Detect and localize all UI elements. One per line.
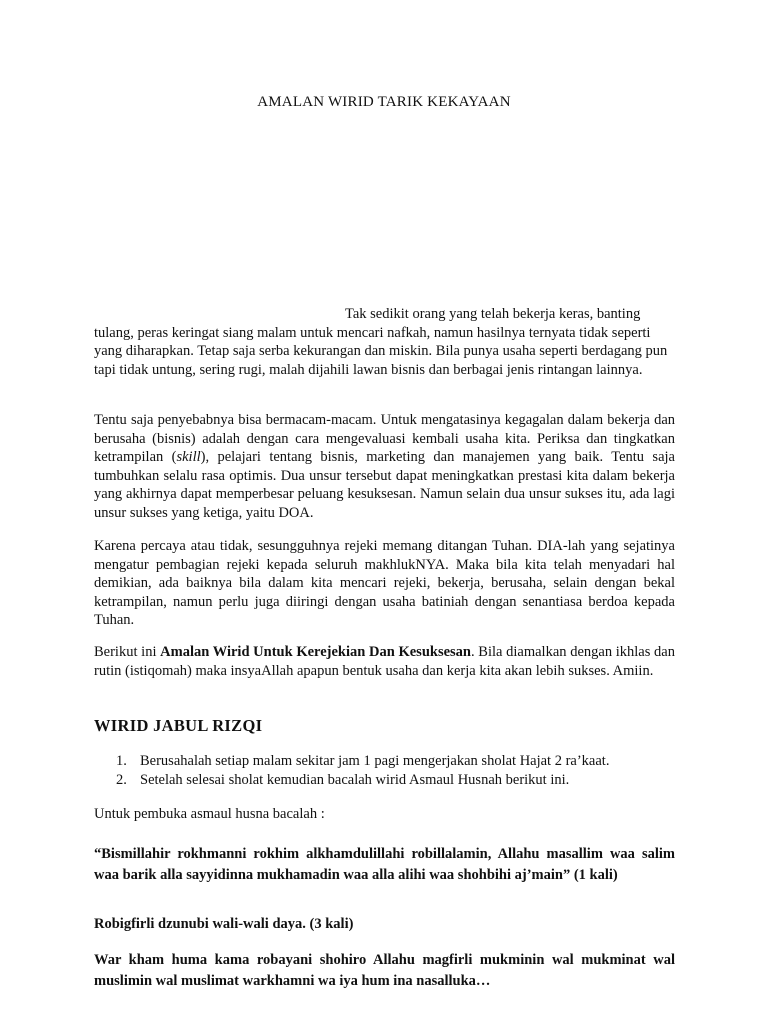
paragraph-4: [94, 643, 675, 680]
document-title: AMALAN WIRID TARIK KEKAYAAN: [257, 94, 511, 110]
paragraph-4-bold: Amalan Wirid Untuk Kerejekian Dan Kesuksesan: [160, 644, 471, 660]
paragraph-2-italic: skill: [176, 449, 201, 466]
steps-list: [94, 752, 675, 789]
paragraph-1-first-line: Tak sedikit orang yang telah bekerja keras, banting: [345, 306, 641, 322]
prayer-text-1: “Bismillahir rokhmanni rokhim alkhamdulillahi robillalamin, Allahu masallim waa salim waa barik alla sayyidinna mukhamadin waa alla alihi waa shohbihi aj’main” (1 kali): [94, 846, 675, 883]
section-heading: WIRID JABUL RIZQI: [94, 716, 263, 735]
list-item: [94, 771, 675, 790]
paragraph-4-text-a: Berikut ini: [94, 644, 161, 660]
paragraph-2: [94, 411, 675, 523]
list-item-text: Setelah selesai sholat kemudian bacalah wirid Asmaul Husnah berikut ini.: [140, 771, 570, 788]
list-item-text: Berusahalah setiap malam sekitar jam 1 pagi mengerjakan sholat Hajat 2 ra’kaat.: [140, 753, 610, 769]
list-item: [94, 752, 675, 771]
paragraph-4-text-b: . Bila diamalkan dengan ikhlas dan rutin (istiqomah) maka insyaAllah apapun bentuk usaha dan kerja kita akan lebih sukses. Amiin.: [94, 644, 675, 679]
paragraph-2-text-a: Tentu saja penyebabnya bisa bermacam-macam. Untuk mengatasinya kegagalan dalam bekerja dan berusaha (bisnis) adalah dengan cara mengevaluasi kembali usaha kita. Periksa dan tingkatkan ketrampilan (: [94, 412, 675, 466]
intro-line: Untuk pembuka asmaul husna bacalah :: [94, 806, 325, 822]
list-item-number: 1.: [116, 753, 127, 769]
prayer-text-3: War kham huma kama robayani shohiro Allahu magfirli mukminin wal mukminat wal muslimin wal muslimat warkhamni wa iya hum ina nasalluka…: [94, 952, 675, 989]
paragraph-3: Karena percaya atau tidak, sesungguhnya rejeki memang ditangan Tuhan. DIA-lah yang sejatinya mengatur pembagian rejeki kepada seluruh makhlukNYA. Maka bila kita telah menyadari hal demikian, ada baiknya bila dalam kita mencari rejeki, bekerja, berusaha, selain dengan bekal ketrampilan, namun perlu juga diiringi dengan usaha batiniah dengan senantiasa berdoa kepada Tuhan.: [94, 538, 675, 629]
paragraph-1-rest: tulang, peras keringat siang malam untuk mencari nafkah, namun hasilnya ternyata tidak seperti yang diharapkan. Tetap saja serba kekurangan dan miskin. Bila punya usaha seperti berdagang pun tapi tidak untung, sering rugi, malah dijahili lawan bisnis dan berbagai jenis rintangan lainnya.: [94, 324, 668, 378]
paragraph-1: [94, 305, 675, 379]
paragraph-2-text-b: ), pelajari tentang bisnis, marketing dan manajemen yang baik. Tentu saja tumbuhkan selalu rasa optimis. Dua unsur tersebut dapat meningkatkan prestasi kita dalam bekerja yang akhirnya dapat memperbesar peluang kesuksesan. Namun selain dua unsur sukses itu, ada lagi unsur sukses yang ketiga, yaitu DOA.: [94, 449, 675, 521]
list-item-number: 2.: [116, 771, 127, 788]
prayer-text-2: Robigfirli dzunubi wali-wali daya. (3 kali): [94, 916, 354, 932]
